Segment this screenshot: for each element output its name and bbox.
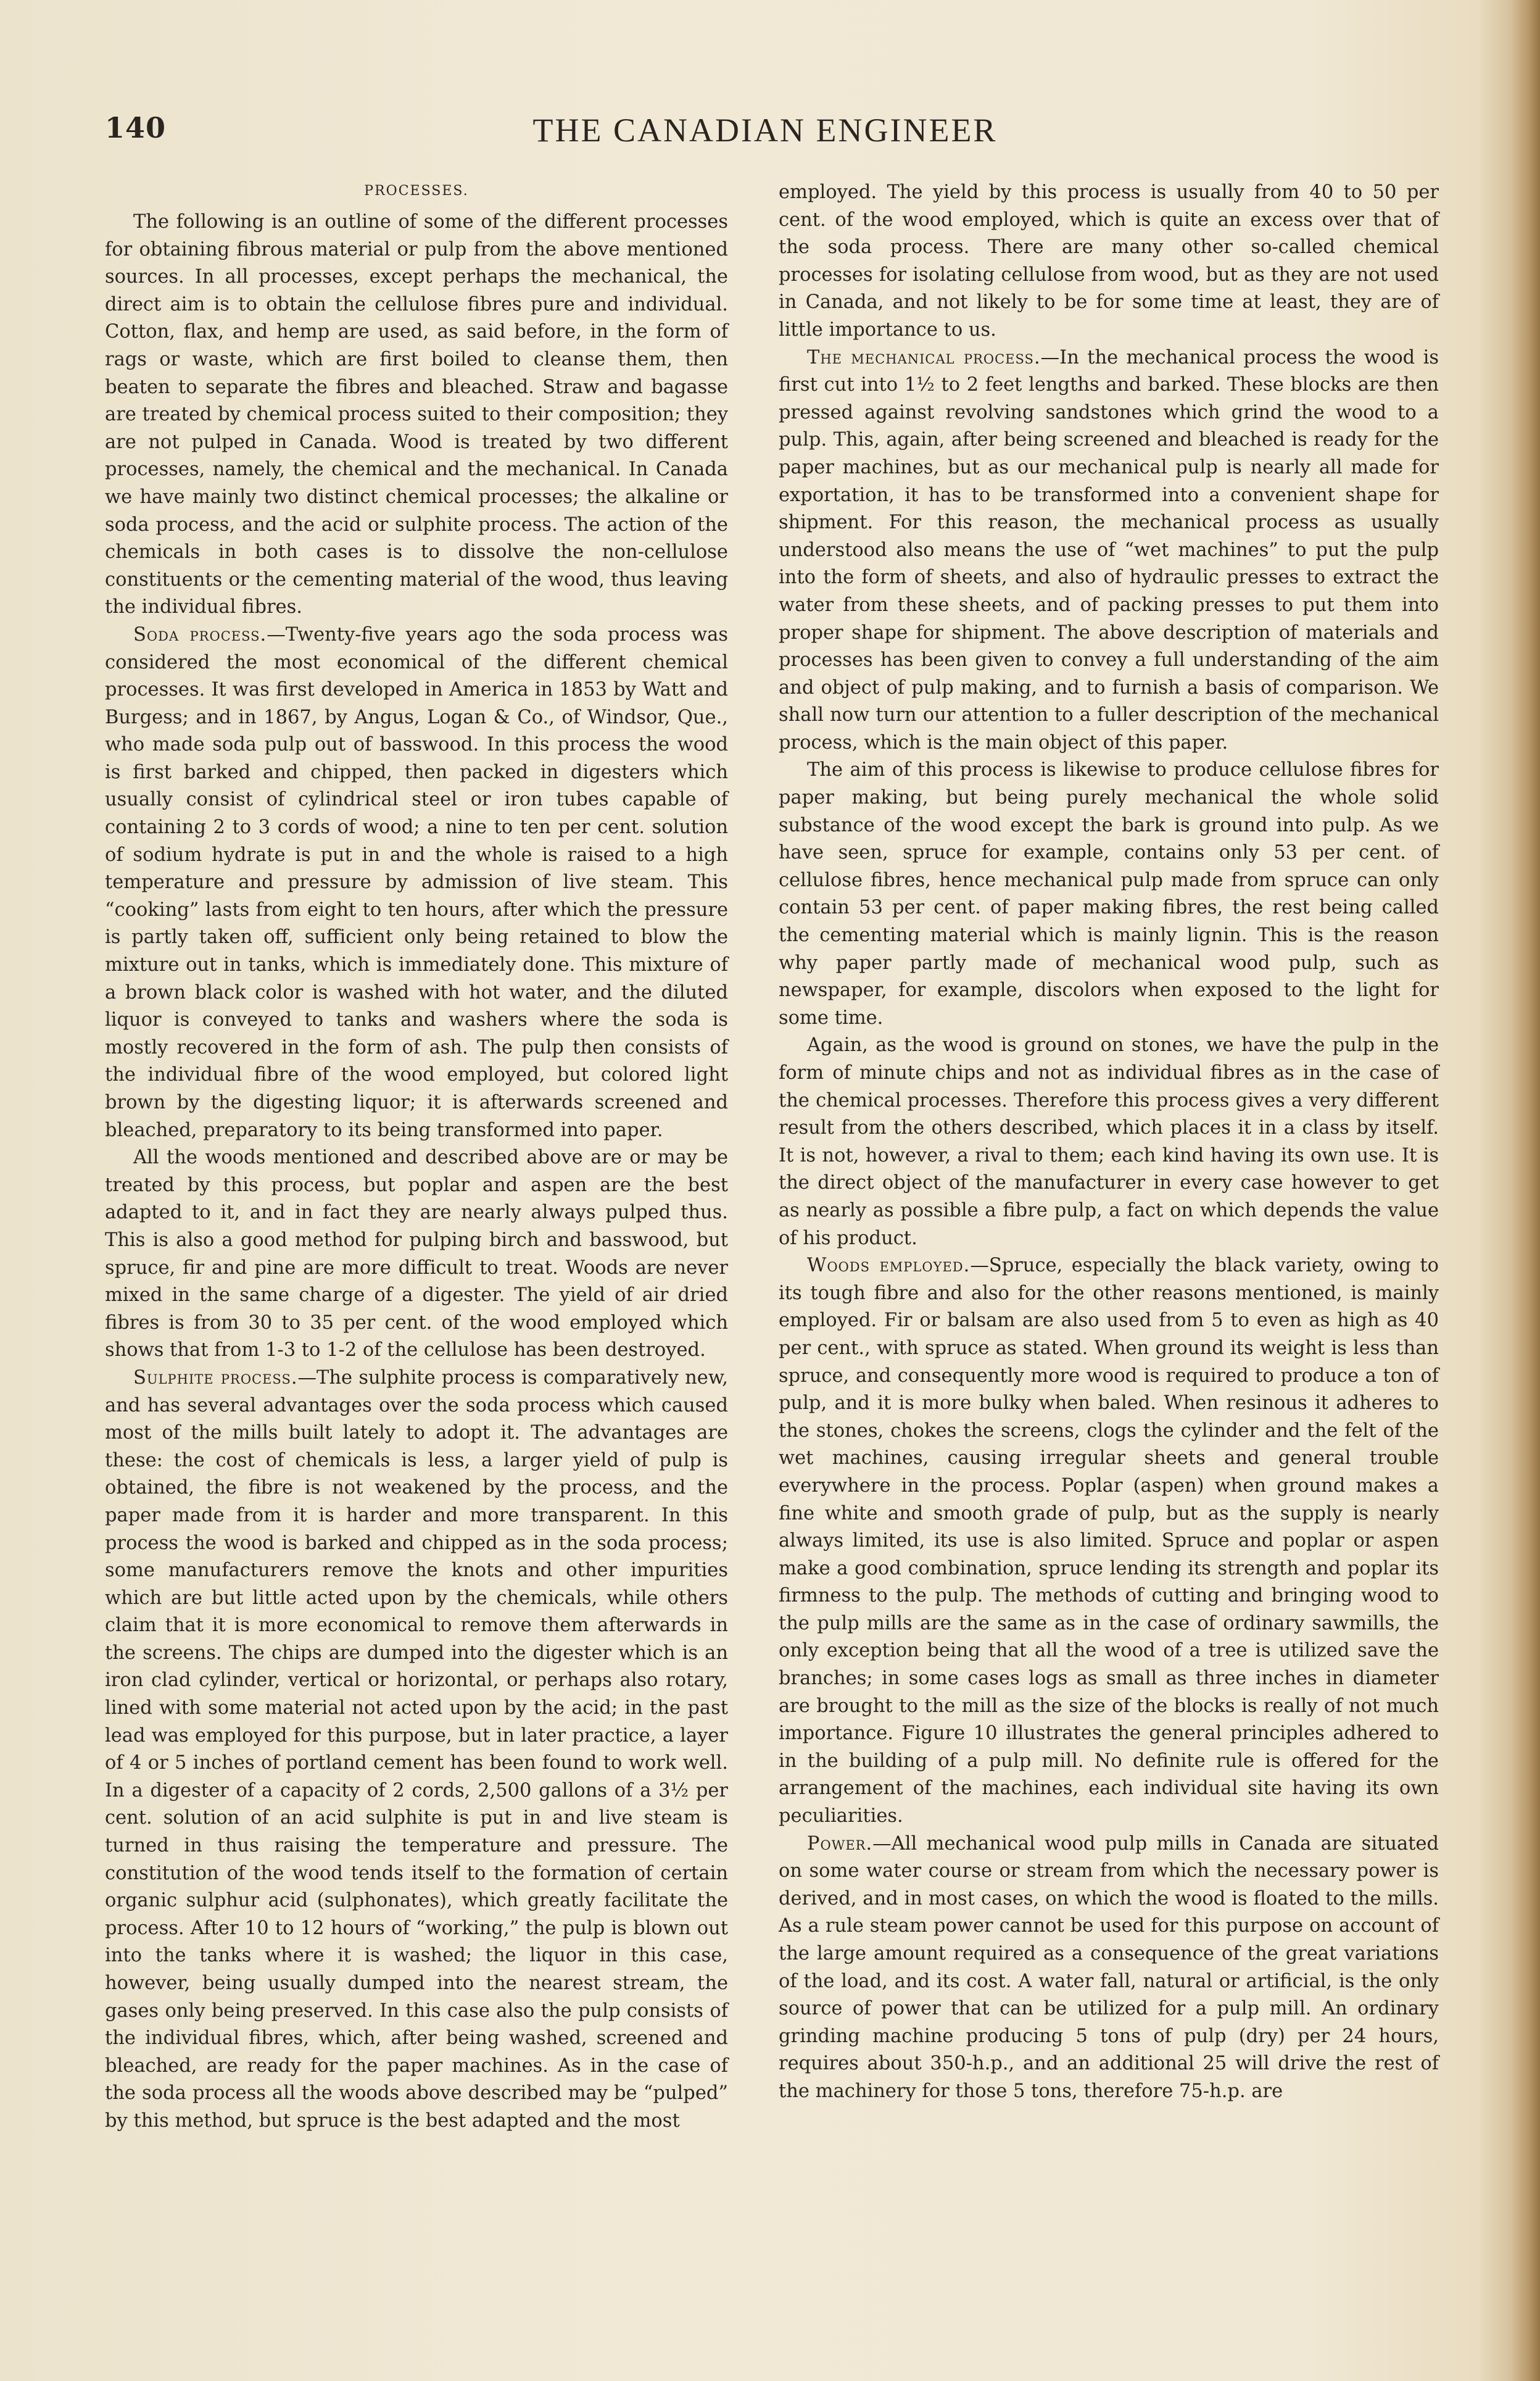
paragraph-text: —The sulphite process is comparatively new, and has several advantages over the soda process which caused most of the mills built lately to adopt it. The advantages are these: the cost of chemicals is less, a larger yield of pulp is obtained, the fibre is not weakened by the process, and the paper made from it is harder and more transparent. In this process the wood is barked and chipped as in the soda process; some manufacturers remove the knots and other impurities which are but little acted upon by the chemicals, while others claim that it is more economical to remove them afterwards in the screens. The chips are dumped into the digester which is an iron clad cylinder, vertical or horizontal, or perhaps also rotary, lined with some material not acted upon by the acid; in the past lead was employed for this purpose, but in later practice, a layer of 4 or 5 inches of portland cement has been found to work well. In a digester of a capacity of 2 cords, 2,500 gallons of a 3½ per cent. solution of an acid sulphite is put in and live steam is turned in thus raising the temperature and pressure. The constitution of the wood tends itself to the formation of certain organic sulphur acid (sulphonates), which greatly facilitate the process. After 10 to 12 hours of “working,” the pulp is blown out into the tanks where it is washed; the liquor in this case, however, being usually dumped into the nearest stream, the gases only being preserved. In this case also the pulp consists of the individual fibres, which, after being washed, screened and bleached, are ready for the paper machines. As in the case of the soda process all the woods above described may be “pulped” by this method, but spruce is the best adapted and the most — [105, 1366, 729, 2132]
paragraph — [779, 1032, 1439, 1252]
paragraph — [779, 1830, 1439, 2106]
run-in-heading: Soda process. — [133, 623, 267, 646]
paragraph — [779, 1252, 1439, 1830]
paragraph — [779, 344, 1439, 757]
paragraph-text: employed. The yield by this process is usually from 40 to 50 per cent. of the wood employed, which is quite an excess over that of the soda process. There are many other so-called chemical processes for isolating cellulose from wood, but as they are not used in Canada, and not likely to be for some time at least, they are of little importance to us. — [779, 181, 1439, 341]
page-header — [105, 111, 1425, 160]
paragraph — [105, 209, 728, 621]
paragraph — [105, 1365, 728, 2135]
paragraph-text: —In the mechanical process the wood is first cut into 1½ to 2 feet lengths and barked. These blocks are then pressed against revolving sandstones which grind the wood to a pulp. This, again, after being screened and bleached is ready for the paper machines, but as our mechanical pulp is nearly all made for exportation, it has to be transformed into a convenient shape for shipment. For this reason, the mechanical process as usually understood also means the use of “wet machines” to put the pulp into the form of sheets, and also of hydraulic presses to extract the water from these sheets, and of packing presses to put them into proper shape for shipment. The above description of materials and processes has been given to convey a full understanding of the aim and object of pulp making, and to furnish a basis of comparison. We shall now turn our attention to a fuller description of the mechanical process, which is the main object of this paper. — [779, 346, 1439, 754]
page-binding-shadow — [1512, 0, 1540, 2381]
paragraph-text: The following is an outline of some of the different processes for obtaining fibrous material or pulp from the above mentioned sources. In all processes, except perhaps the mechanical, the direct aim is to obtain the cellulose fibres pure and individual. Cotton, flax, and hemp are used, as said before, in the form of rags or waste, which are first boiled to cleanse them, then beaten to separate the fibres and bleached. Straw and bagasse are treated by chemical process suited to their composition; they are not pulped in Canada. Wood is treated by two different processes, namely, the chemical and the mechanical. In Canada we have mainly two distinct chemical processes; the alkaline or soda process, and the acid or sulphite process. The action of the chemicals in both cases is to dissolve the non-cellulose constituents or the cementing material of the wood, thus leaving the individual fibres. — [105, 211, 729, 618]
run-in-heading: Woods employed. — [807, 1255, 971, 1277]
paragraph-text: —All mechanical wood pulp mills in Canada are situated on some water course or stream from which the necessary power is derived, and in most cases, on which the wood is floated to the mills. As a rule steam power cannot be used for this purpose on account of the large amount required as a consequence of the great variations of the load, and its cost. A water fall, natural or artificial, is the only source of power that can be utilized for a pulp mill. An ordinary grinding machine producing 5 tons of pulp (dry) per 24 hours, requires about 350-h.p., and an additional 25 will drive the rest of the machinery for those 5 tons, therefore 75-h.p. are — [779, 1832, 1439, 2102]
paragraph — [779, 757, 1439, 1032]
paragraph-text: Again, as the wood is ground on stones, we have the pulp in the form of minute chips and not as individual fibres as in the case of the chemical processes. Therefore this process gives a very different result from the others described, which places it in a class by itself. It is not, however, a rival to them; each kind having its own use. It is the direct object of the manufacturer in every case however to get as nearly as possible a fibre pulp, a fact on which depends the value of his product. — [779, 1034, 1439, 1249]
section-heading: PROCESSES. — [364, 183, 469, 199]
page-number: 140 — [105, 111, 167, 144]
run-in-heading: Sulphite process. — [133, 1366, 298, 1389]
paragraph — [779, 179, 1439, 344]
paragraph-text: —Spruce, especially the black variety, owing to its tough fibre and also for the other reasons mentioned, is mainly employed. Fir or balsam are also used from 5 to even as high as 40 per cent., with spruce as stated. When ground its weight is less than spruce, and consequently more wood is required to produce a ton of pulp, and it is more bulky when baled. When resinous it adheres to the stones, chokes the screens, clogs the cylinder and the felt of the wet machines, causing irregular sheets and general trouble everywhere in the process. Poplar (aspen) when ground makes a fine white and smooth grade of pulp, but as the supply is nearly always limited, its use is also limited. Spruce and poplar or aspen make a good combination, spruce lending its strength and poplar its firmness to the pulp. The methods of cutting and bringing wood to the pulp mills are the same as in the case of ordinary sawmills, the only exception being that all the wood of a tree is utilized save the branches; in some cases logs as small as three inches in diameter are brought to the mill as the size of the blocks is really of not much importance. Figure 10 illustrates the general principles adhered to in the building of a pulp mill. No definite rule is offered for the arrangement of the machines, each individual site having its own peculiarities. — [779, 1255, 1439, 1827]
paragraph-text: —Twenty-five years ago the soda process was considered the most economical of the different chemical processes. It was first developed in America in 1853 by Watt and Burgess; and in 1867, by Angus, Logan & Co., of Windsor, Que., who made soda pulp out of basswood. In this process the wood is first barked and chipped, then packed in digesters which usually consist of cylindrical steel or iron tubes capable of containing 2 to 3 cords of wood; a nine to ten per cent. solution of sodium hydrate is put in and the whole is raised to a high temperature and pressure by admission of live steam. This “cooking” lasts from eight to ten hours, after which the pressure is partly taken off, sufficient only being retained to blow the mixture out in tanks, which is immediately done. This mixture of a brown black color is washed with hot water, and the diluted liquor is conveyed to tanks and washers where the soda is mostly recovered in the form of ash. The pulp then consists of the individual fibre of the wood employed, but colored light brown by the digesting liquor; it is afterwards screened and bleached, preparatory to its being transformed into paper. — [105, 623, 728, 1141]
run-in-heading: The mechanical process. — [807, 346, 1041, 368]
paragraph-text: The aim of this process is likewise to produce cellulose fibres for paper making, but being purely mechanical the whole solid substance of the wood except the bark is ground into pulp. As we have seen, spruce for example, contains only 53 per cent. of cellulose fibres, hence mechanical pulp made from spruce can only contain 53 per cent. of paper making fibres, the rest being called the cementing material which is mainly lignin. This is the reason why paper partly made of mechanical wood pulp, such as newspaper, for example, discolors when exposed to the light for some time. — [779, 759, 1439, 1029]
paragraph-text: All the woods mentioned and described above are or may be treated by this process, but poplar and aspen are the best adapted to it, and in fact they are nearly always pulped thus. This is also a good method for pulping birch and basswood, but spruce, fir and pine are more difficult to treat. Woods are never mixed in the same charge of a digester. The yield of air dried fibres is from 30 to 35 per cent. of the wood employed which shows that from 1-3 to 1-2 of the cellulose has been destroyed. — [105, 1147, 728, 1361]
run-in-heading: Power. — [807, 1832, 873, 1855]
right-column — [779, 179, 1439, 2106]
journal-title: THE CANADIAN ENGINEER — [532, 112, 998, 149]
paragraph — [105, 1144, 728, 1365]
left-column — [105, 179, 728, 2135]
paragraph — [105, 621, 728, 1144]
